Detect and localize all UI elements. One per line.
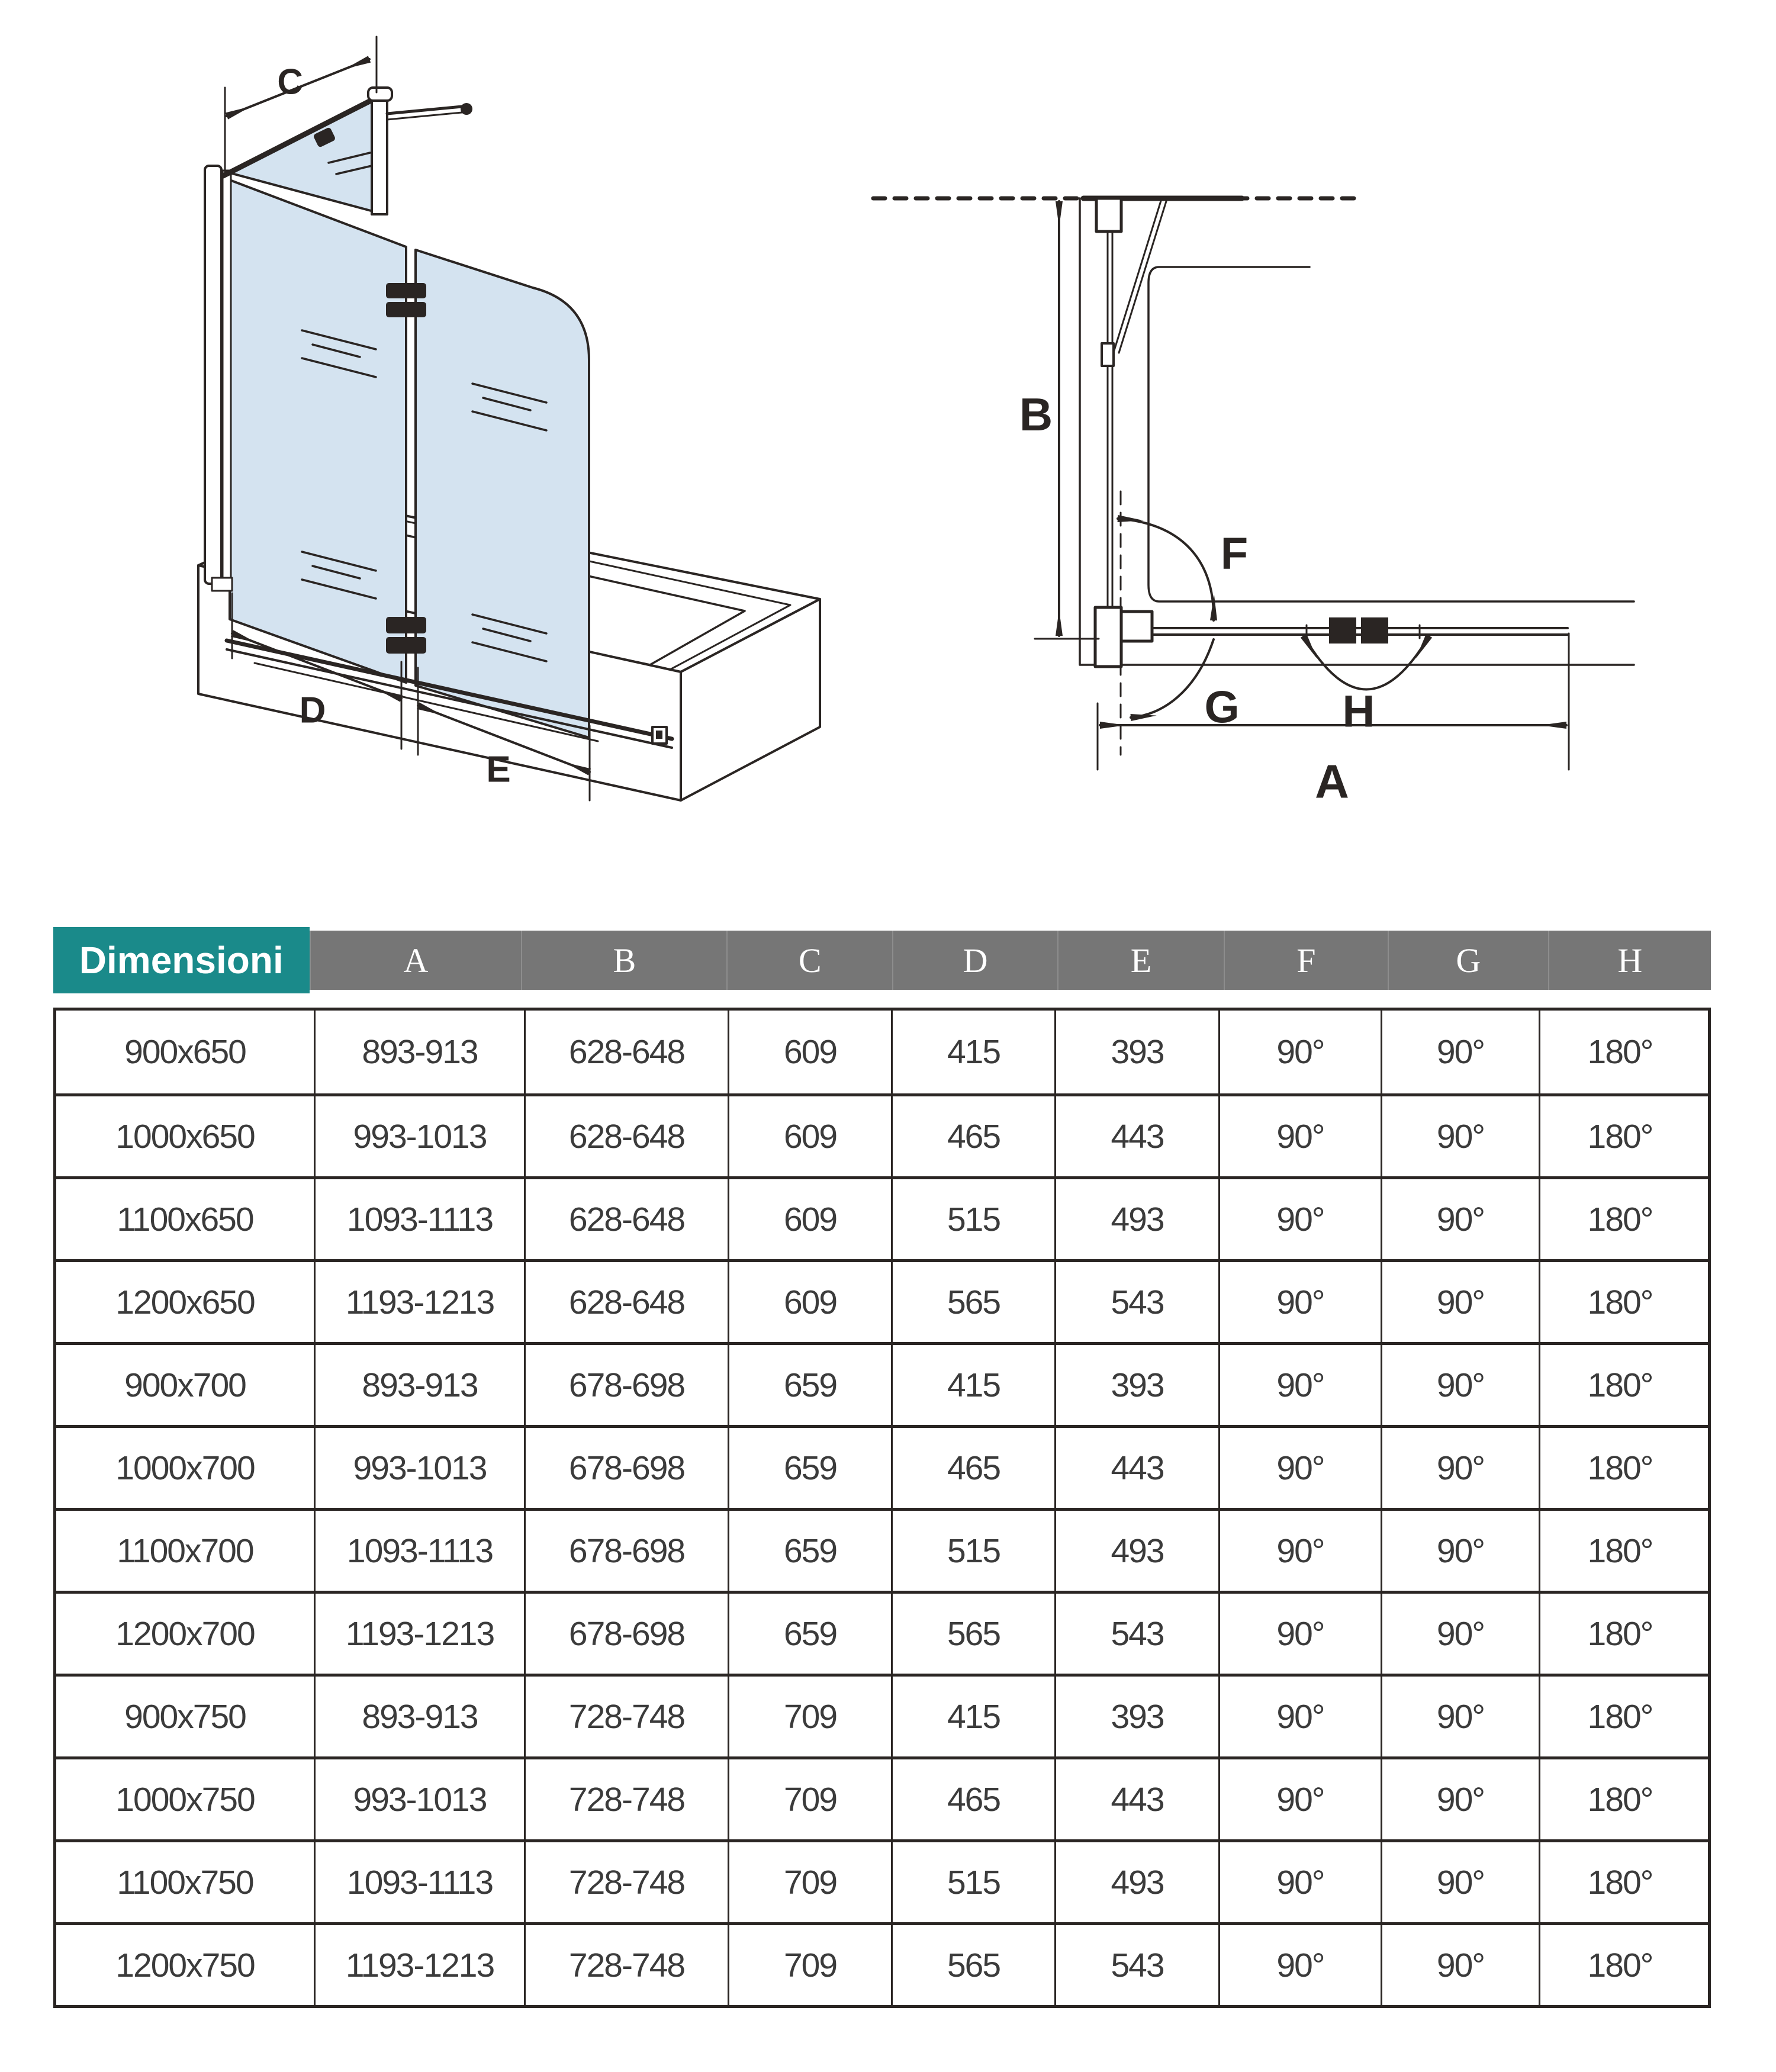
- value-cell: 180°: [1539, 1842, 1700, 1922]
- dim-label-c: C: [277, 62, 303, 102]
- value-cell: 90°: [1381, 1511, 1539, 1591]
- dimension-table-header: [53, 927, 1711, 993]
- value-cell: 90°: [1381, 1842, 1539, 1922]
- value-cell: 609: [728, 1262, 891, 1342]
- value-cell: 993-1013: [314, 1428, 524, 1508]
- value-cell: 993-1013: [314, 1759, 524, 1839]
- value-cell: 709: [728, 1677, 891, 1756]
- value-cell: 993-1013: [314, 1096, 524, 1176]
- value-cell: 90°: [1218, 1096, 1381, 1176]
- table-row: [56, 1425, 1708, 1508]
- value-cell: 90°: [1218, 1677, 1381, 1756]
- value-cell: 565: [891, 1262, 1054, 1342]
- table-row: [56, 1342, 1708, 1425]
- wall-line: [873, 198, 1634, 665]
- value-cell: 1093-1113: [314, 1511, 524, 1591]
- value-cell: 493: [1054, 1842, 1218, 1922]
- dim-label-g: G: [1204, 682, 1240, 733]
- value-cell: 893-913: [314, 1345, 524, 1425]
- value-cell: 728-748: [524, 1677, 728, 1756]
- dimension-table: [53, 1008, 1711, 2008]
- wall-profile: [205, 166, 232, 591]
- column-header-e: E: [1057, 931, 1223, 990]
- dim-label-h: H: [1342, 686, 1375, 737]
- angle-arc-h: [1304, 636, 1429, 690]
- value-cell: 90°: [1218, 1011, 1381, 1093]
- dim-label-b: B: [1019, 388, 1053, 440]
- column-header-h: H: [1548, 931, 1711, 990]
- value-cell: 659: [728, 1345, 891, 1425]
- size-cell: 1200x700: [115, 1614, 255, 1653]
- value-cell: 180°: [1539, 1594, 1700, 1674]
- size-cell: 1000x700: [115, 1449, 255, 1487]
- screen-folded-position: [1095, 607, 1568, 667]
- value-cell: 180°: [1539, 1759, 1700, 1839]
- value-cell: 443: [1054, 1759, 1218, 1839]
- table-row: [56, 1756, 1708, 1839]
- table-row: [56, 1508, 1708, 1591]
- value-cell: 543: [1054, 1262, 1218, 1342]
- value-cell: 90°: [1381, 1345, 1539, 1425]
- value-cell: 90°: [1381, 1179, 1539, 1259]
- table-row: [56, 1011, 1708, 1093]
- value-cell: 90°: [1381, 1011, 1539, 1093]
- value-cell: 415: [891, 1011, 1054, 1093]
- table-row: [56, 1176, 1708, 1259]
- size-cell: 900x750: [124, 1697, 246, 1736]
- value-cell: 678-698: [524, 1428, 728, 1508]
- table-row: [56, 1259, 1708, 1342]
- value-cell: 443: [1054, 1096, 1218, 1176]
- size-cell: 1000x650: [115, 1117, 255, 1156]
- value-cell: 393: [1054, 1345, 1218, 1425]
- value-cell: 1193-1213: [314, 1925, 524, 2005]
- value-cell: 728-748: [524, 1925, 728, 2005]
- value-cell: 180°: [1539, 1262, 1700, 1342]
- bath-screen-isometric-view: [77, 36, 882, 864]
- value-cell: 628-648: [524, 1096, 728, 1176]
- size-cell: 1100x750: [117, 1863, 253, 1902]
- bath-screen-plan-view: [858, 83, 1776, 888]
- table-row: [56, 1674, 1708, 1756]
- value-cell: 465: [891, 1428, 1054, 1508]
- column-header-b: B: [521, 931, 726, 990]
- value-cell: 728-748: [524, 1842, 728, 1922]
- value-cell: 1093-1113: [314, 1842, 524, 1922]
- value-cell: 543: [1054, 1925, 1218, 2005]
- value-cell: 609: [728, 1011, 891, 1093]
- value-cell: 90°: [1218, 1345, 1381, 1425]
- dim-label-a: A: [1315, 755, 1349, 808]
- column-header-d: D: [892, 931, 1057, 990]
- value-cell: 415: [891, 1677, 1054, 1756]
- table-row: [56, 1591, 1708, 1674]
- value-cell: 465: [891, 1759, 1054, 1839]
- value-cell: 659: [728, 1594, 891, 1674]
- value-cell: 659: [728, 1428, 891, 1508]
- value-cell: 90°: [1381, 1594, 1539, 1674]
- value-cell: 90°: [1381, 1759, 1539, 1839]
- value-cell: 728-748: [524, 1759, 728, 1839]
- table-row: [56, 1093, 1708, 1176]
- value-cell: 709: [728, 1925, 891, 2005]
- screen-open-position: [1096, 198, 1166, 613]
- value-cell: 90°: [1218, 1925, 1381, 2005]
- value-cell: 393: [1054, 1011, 1218, 1093]
- value-cell: 678-698: [524, 1511, 728, 1591]
- value-cell: 565: [891, 1925, 1054, 2005]
- size-cell: 900x650: [124, 1033, 246, 1071]
- value-cell: 628-648: [524, 1262, 728, 1342]
- value-cell: 90°: [1381, 1096, 1539, 1176]
- size-cell: 900x700: [124, 1366, 246, 1404]
- value-cell: 565: [891, 1594, 1054, 1674]
- value-cell: 515: [891, 1179, 1054, 1259]
- value-cell: 628-648: [524, 1011, 728, 1093]
- value-cell: 543: [1054, 1594, 1218, 1674]
- value-cell: 515: [891, 1842, 1054, 1922]
- value-cell: 609: [728, 1096, 891, 1176]
- value-cell: 90°: [1218, 1842, 1381, 1922]
- column-header-a: A: [310, 931, 522, 990]
- value-cell: 893-913: [314, 1677, 524, 1756]
- value-cell: 90°: [1381, 1925, 1539, 2005]
- value-cell: 659: [728, 1511, 891, 1591]
- value-cell: 709: [728, 1842, 891, 1922]
- value-cell: 443: [1054, 1428, 1218, 1508]
- value-cell: 180°: [1539, 1096, 1700, 1176]
- size-cell: 1200x650: [115, 1283, 255, 1321]
- value-cell: 465: [891, 1096, 1054, 1176]
- dim-label-f: F: [1220, 528, 1249, 579]
- value-cell: 709: [728, 1759, 891, 1839]
- value-cell: 90°: [1381, 1677, 1539, 1756]
- value-cell: 1093-1113: [314, 1179, 524, 1259]
- value-cell: 180°: [1539, 1011, 1700, 1093]
- value-cell: 90°: [1381, 1262, 1539, 1342]
- size-cell: 1200x750: [115, 1946, 255, 1984]
- value-cell: 180°: [1539, 1345, 1700, 1425]
- value-cell: 515: [891, 1511, 1054, 1591]
- dim-label-e: E: [486, 749, 511, 790]
- table-title: Dimensioni: [53, 927, 310, 993]
- value-cell: 609: [728, 1179, 891, 1259]
- column-header-f: F: [1224, 931, 1388, 990]
- value-cell: 415: [891, 1345, 1054, 1425]
- value-cell: 90°: [1381, 1428, 1539, 1508]
- value-cell: 90°: [1218, 1594, 1381, 1674]
- table-row: [56, 1922, 1708, 2005]
- value-cell: 1193-1213: [314, 1594, 524, 1674]
- value-cell: 493: [1054, 1511, 1218, 1591]
- value-cell: 180°: [1539, 1179, 1700, 1259]
- value-cell: 180°: [1539, 1925, 1700, 2005]
- value-cell: 893-913: [314, 1011, 524, 1093]
- value-cell: 90°: [1218, 1511, 1381, 1591]
- value-cell: 180°: [1539, 1511, 1700, 1591]
- angle-arc-f: [1118, 519, 1214, 620]
- value-cell: 393: [1054, 1677, 1218, 1756]
- value-cell: 90°: [1218, 1428, 1381, 1508]
- size-cell: 1100x650: [117, 1200, 253, 1238]
- value-cell: 493: [1054, 1179, 1218, 1259]
- dim-label-d: D: [299, 690, 326, 731]
- value-cell: 90°: [1218, 1262, 1381, 1342]
- dimension-a: [1098, 633, 1569, 770]
- column-header-c: C: [726, 931, 892, 990]
- value-cell: 90°: [1218, 1179, 1381, 1259]
- size-cell: 1000x750: [115, 1780, 255, 1819]
- table-row: [56, 1839, 1708, 1922]
- size-cell: 1100x700: [117, 1532, 253, 1570]
- angle-arc-g: [1131, 639, 1214, 718]
- value-cell: 678-698: [524, 1345, 728, 1425]
- value-cell: 1193-1213: [314, 1262, 524, 1342]
- column-header-g: G: [1388, 931, 1547, 990]
- value-cell: 180°: [1539, 1428, 1700, 1508]
- value-cell: 180°: [1539, 1677, 1700, 1756]
- value-cell: 90°: [1218, 1759, 1381, 1839]
- value-cell: 628-648: [524, 1179, 728, 1259]
- value-cell: 678-698: [524, 1594, 728, 1674]
